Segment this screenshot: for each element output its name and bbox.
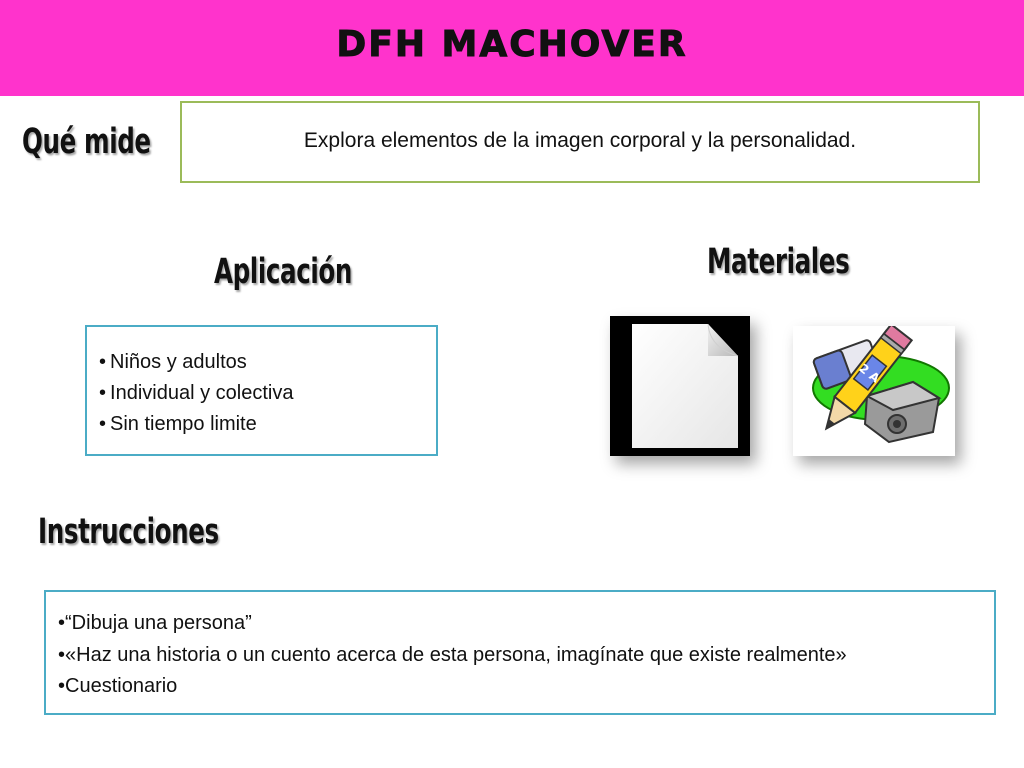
list-item (58, 671, 994, 703)
instrucciones-box (44, 590, 996, 715)
que-mide-heading: Qué mide (22, 122, 151, 162)
list-item (99, 409, 436, 440)
bullet-icon: • (99, 382, 107, 404)
list-item-text: Cuestionario (65, 675, 178, 697)
aplicacion-box (85, 325, 438, 456)
list-item-text: Individual y colectiva (110, 382, 294, 404)
pencil-and-sharpener-icon (793, 326, 955, 456)
list-item (58, 608, 994, 640)
bullet-icon: • (58, 675, 66, 697)
list-item-text: «Haz una historia o un cuento acerca de esta persona, imagínate que existe realmente» (65, 643, 847, 666)
instrucciones-heading: Instrucciones (38, 512, 219, 552)
list-item-text: Niños y adultos (110, 351, 247, 373)
blank-paper-sheet-icon (610, 316, 750, 456)
bullet-icon: • (58, 643, 66, 666)
list-item (99, 378, 436, 409)
que-mide-box (180, 101, 980, 183)
instrucciones-list (58, 608, 994, 703)
bullet-icon: • (58, 612, 66, 634)
paper-svg (610, 316, 750, 456)
bullet-icon: • (99, 351, 107, 373)
pencil-svg (793, 326, 955, 456)
list-item-text: “Dibuja una persona” (65, 612, 252, 634)
materiales-heading: Materiales (707, 242, 850, 282)
list-item (58, 640, 994, 672)
slide-title: DFH MACHOVER (336, 24, 688, 65)
que-mide-text: Explora elementos de la imagen corporal y la personalidad. (303, 129, 857, 152)
aplicacion-list (99, 347, 436, 440)
list-item-text: Sin tiempo limite (110, 413, 257, 435)
bullet-icon: • (99, 413, 107, 435)
pencil-label: 2 A (856, 361, 883, 386)
list-item (99, 347, 436, 378)
aplicacion-heading: Aplicación (214, 252, 352, 292)
